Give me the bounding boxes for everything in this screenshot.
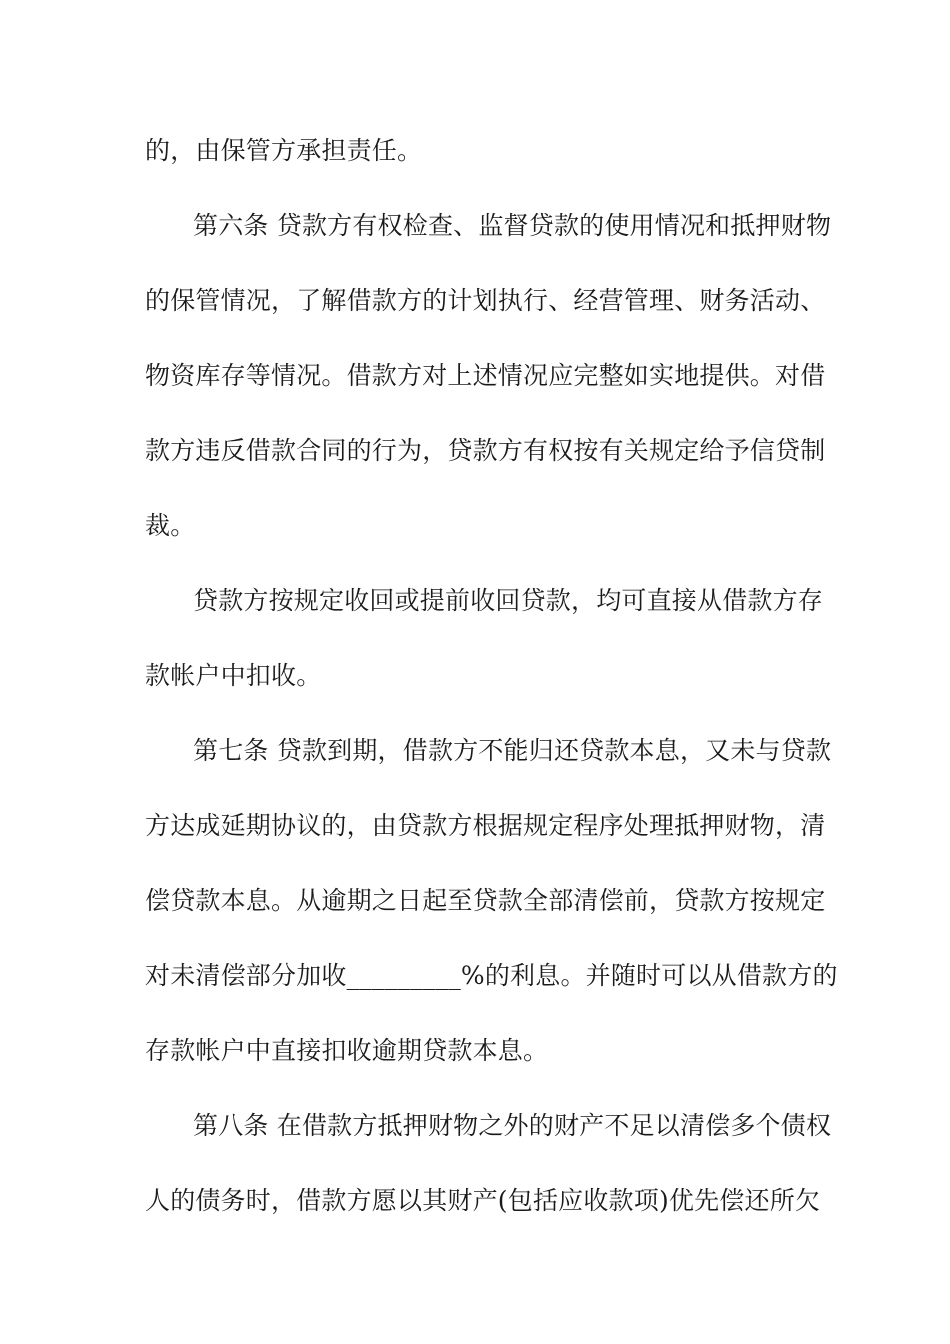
text-line: 的，由保管方承担责任。 [145, 136, 423, 165]
text-line: 款帐户中扣收。 [145, 661, 322, 690]
text-line: 人的债务时，借款方愿以其财产(包括应收款项)优先偿还所欠 [145, 1186, 821, 1215]
text-line-with-blank: 对未清偿部分加收_________%的利息。并随时可以从借款方的 [145, 961, 838, 990]
text-line: 物资库存等情况。借款方对上述情况应完整如实地提供。对借 [145, 361, 826, 390]
article-6-heading-line: 第六条 贷款方有权检查、监督贷款的使用情况和抵押财物 [193, 211, 832, 240]
text-line: 方达成延期协议的，由贷款方根据规定程序处理抵押财物，清 [145, 811, 826, 840]
text-line: 偿贷款本息。从逾期之日起至贷款全部清偿前，贷款方按规定 [145, 886, 826, 915]
article-8-heading-line: 第八条 在借款方抵押财物之外的财产不足以清偿多个债权 [193, 1111, 832, 1140]
text-line: 的保管情况，了解借款方的计划执行、经营管理、财务活动、 [145, 286, 826, 315]
text-line: 存款帐户中直接扣收逾期贷款本息。 [145, 1036, 549, 1065]
article-7-heading-line: 第七条 贷款到期，借款方不能归还贷款本息，又未与贷款 [193, 736, 832, 765]
paragraph-start-line: 贷款方按规定收回或提前收回贷款，均可直接从借款方存 [193, 586, 824, 615]
text-line: 裁。 [145, 511, 196, 540]
text-line: 款方违反借款合同的行为，贷款方有权按有关规定给予信贷制 [145, 436, 826, 465]
